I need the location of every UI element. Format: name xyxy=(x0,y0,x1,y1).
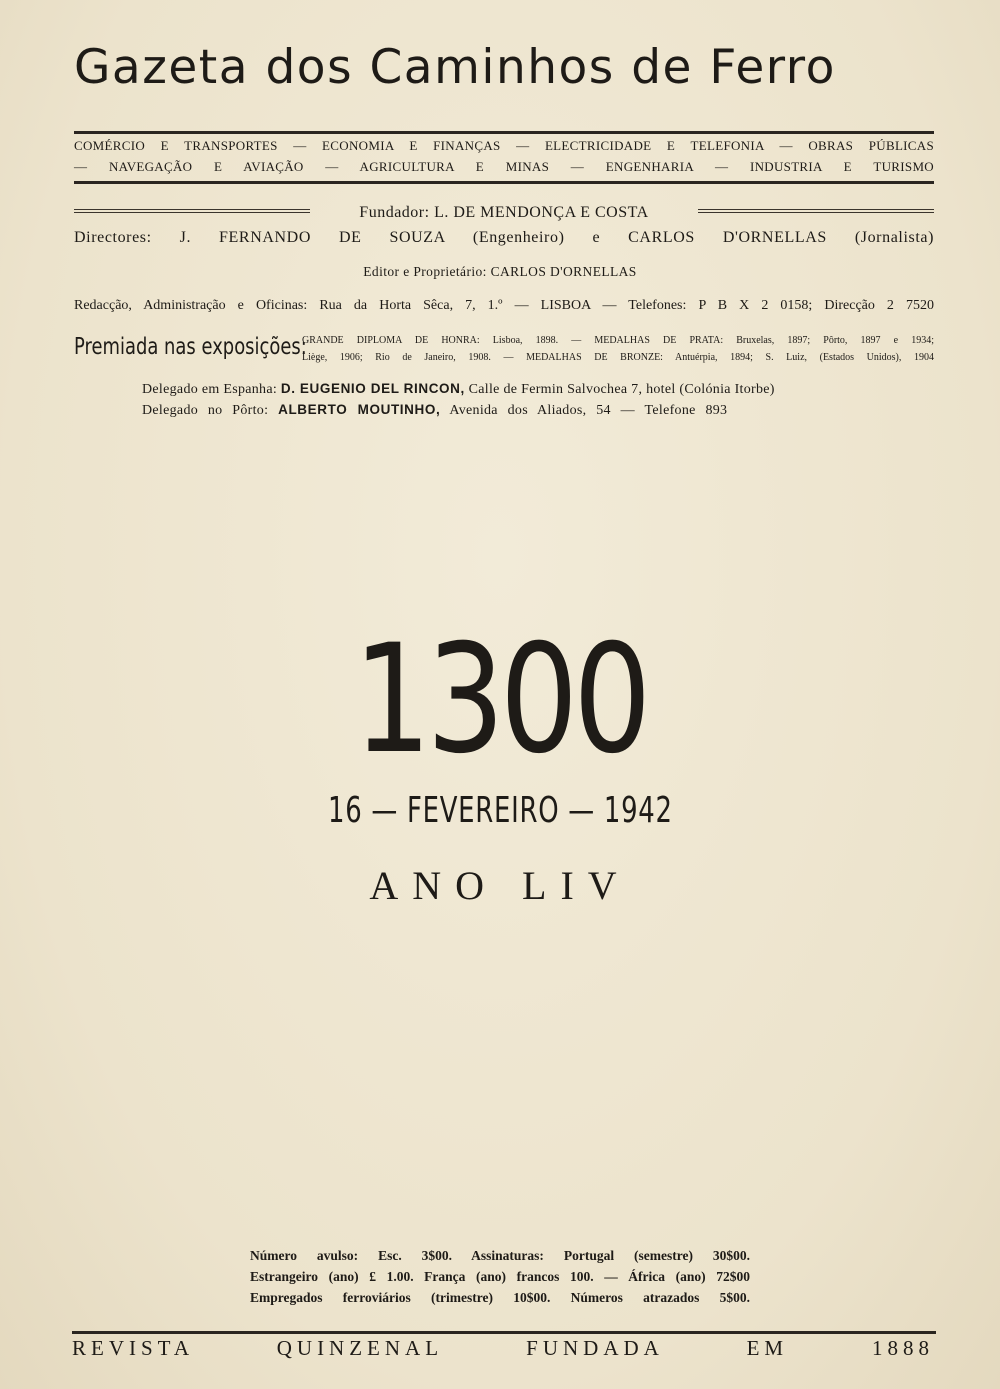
founder-line: Fundador: L. DE MENDONÇA E COSTA xyxy=(359,204,649,221)
delegate-spain xyxy=(142,381,775,398)
masthead-rule-bottom xyxy=(74,181,934,184)
delegate-spain-address: Calle de Fermin Salvochea 7, hotel (Colónia Itorbe) xyxy=(468,382,775,397)
footer-tagline: REVISTA QUINZENAL FUNDADA EM 1888 xyxy=(72,1336,934,1360)
issue-number: 1300 xyxy=(353,613,647,787)
footer-rule xyxy=(72,1331,936,1334)
masthead-rule-top xyxy=(74,131,934,134)
delegate-porto-name: ALBERTO MOUTINHO, xyxy=(278,402,441,417)
issue-date: 16 — FEVEREIRO — 1942 xyxy=(327,790,673,831)
prices-line-3: Empregados ferroviários (trimestre) 10$00. Números atrazados 5$00. xyxy=(250,1290,750,1305)
delegate-porto-address: Avenida dos Aliados, 54 — Telefone 893 xyxy=(449,403,728,418)
subjects-line-2: — NAVEGAÇÃO E AVIAÇÃO — AGRICULTURA E MINAS — ENGENHARIA — INDUSTRIA E TURISMO xyxy=(74,159,934,174)
editor-line: Editor e Proprietário: CARLOS D'ORNELLAS xyxy=(363,264,637,279)
directors-line: Directores: J. FERNANDO DE SOUZA (Engenheiro) e CARLOS D'ORNELLAS (Jornalista) xyxy=(74,229,934,246)
founder-row xyxy=(74,204,934,224)
masthead-title: Gazeta dos Caminhos de Ferro xyxy=(74,40,836,95)
office-address-line: Redacção, Administração e Oficinas: Rua da Horta Sêca, 7, 1.º — LISBOA — Telefones: P B X 2 0158; Direcção 2 7520 xyxy=(74,298,934,313)
delegate-porto-prefix: Delegado no Pôrto: xyxy=(142,403,269,418)
delegate-spain-name: D. EUGENIO DEL RINCON, xyxy=(280,381,465,396)
prices-line-2: Estrangeiro (ano) £ 1.00. França (ano) francos 100. — África (ano) 72$00 xyxy=(250,1269,750,1284)
founder-rule-right xyxy=(698,209,934,213)
delegate-porto xyxy=(142,402,727,419)
subjects-line-1: COMÉRCIO E TRANSPORTES — ECONOMIA E FINANÇAS — ELECTRICIDADE E TELEFONIA — OBRAS PÚBLICAS xyxy=(74,138,934,153)
founder-rule-left xyxy=(74,209,310,213)
prices-line-1: Número avulso: Esc. 3$00. Assinaturas: Portugal (semestre) 30$00. xyxy=(250,1248,750,1263)
awards-line-2: Liège, 1906; Rio de Janeiro, 1908. — MEDALHAS DE BRONZE: Antuérpia, 1894; S. Luiz, (Estados Unidos), 1904 xyxy=(302,352,934,363)
awards-line-1: GRANDE DIPLOMA DE HONRA: Lisboa, 1898. — MEDALHAS DE PRATA: Bruxelas, 1897; Pôrto, 1897 e 1934; xyxy=(302,335,934,346)
awards-label: Premiada nas exposições: xyxy=(74,334,307,360)
issue-year: ANO LIV xyxy=(369,863,631,908)
delegate-spain-prefix: Delegado em Espanha: xyxy=(142,382,278,397)
